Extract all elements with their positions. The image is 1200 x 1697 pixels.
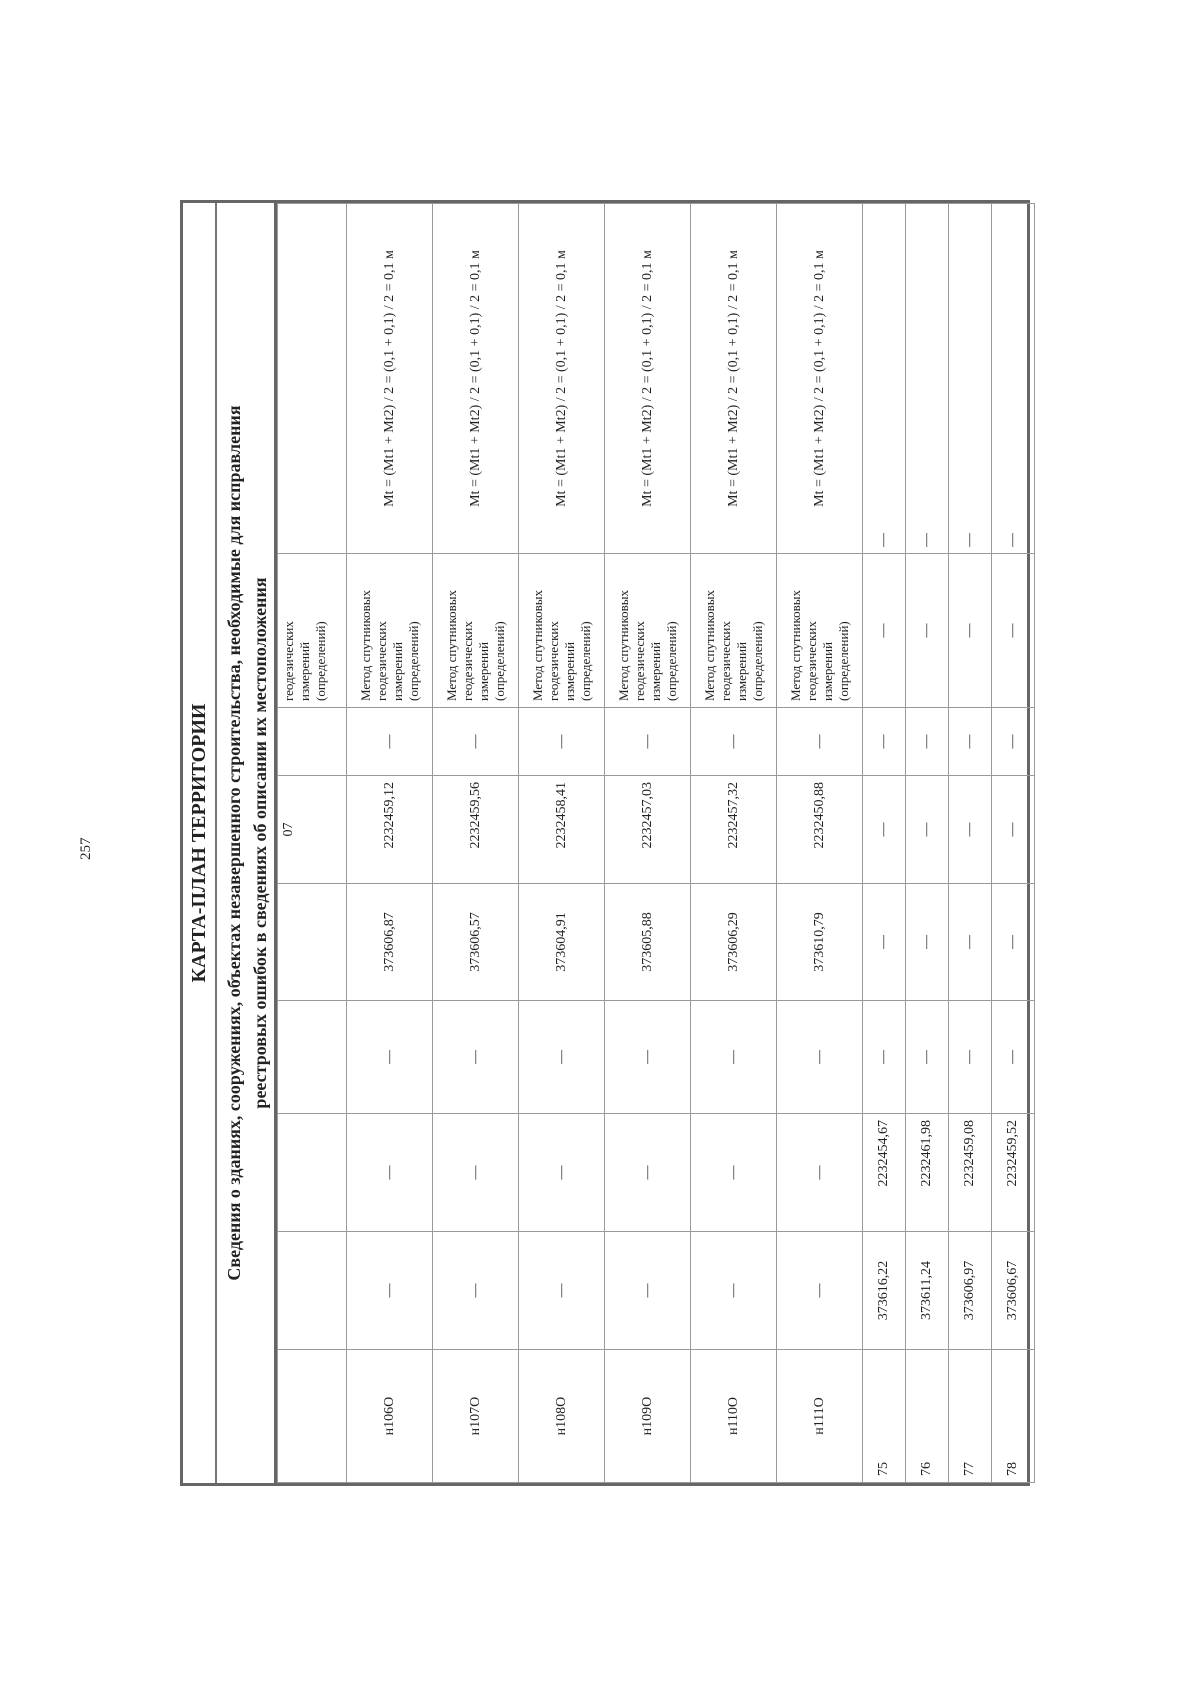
dash-cell: — [691, 708, 777, 776]
table-cell [278, 1001, 347, 1114]
accuracy-formula: Mt = (Mt1 + Mt2) / 2 = (0,1 + 0,1) / 2 = 0,1 м [777, 204, 863, 554]
dash-cell: — [347, 708, 433, 776]
dash-cell: — [433, 1114, 519, 1232]
method-cell: Метод спутниковых геодезических измерений (определений) [519, 554, 605, 708]
page-number: 257 [78, 837, 94, 860]
table-row [433, 204, 519, 1483]
dash-cell: — [433, 1001, 519, 1114]
dash-cell: — [863, 776, 906, 884]
x-new-coordinate: 373606,29 [691, 884, 777, 1001]
subtitle-line-1: Сведения о зданиях, сооружениях, объектах незавершенного строительства, необходимые для исправления [224, 405, 244, 1281]
x-old-coordinate: 373611,24 [906, 1232, 949, 1350]
point-name: 78 [992, 1350, 1035, 1483]
table-row [278, 204, 347, 1483]
point-name: н111О [777, 1350, 863, 1483]
accuracy-formula: Mt = (Mt1 + Mt2) / 2 = (0,1 + 0,1) / 2 = 0,1 м [433, 204, 519, 554]
dash-cell: — [433, 1232, 519, 1350]
dash-cell: — [906, 708, 949, 776]
document-sheet [180, 200, 1030, 1486]
dash-cell: — [992, 1001, 1035, 1114]
table-row [347, 204, 433, 1483]
document-subtitle [217, 203, 277, 1483]
point-name: 77 [949, 1350, 992, 1483]
method-cell: Метод спутниковых геодезических измерений (определений) [691, 554, 777, 708]
dash-cell: — [992, 204, 1035, 554]
y-old-coordinate: 2232459,52 [992, 1114, 1035, 1232]
table-cell [278, 884, 347, 1001]
dash-cell: — [863, 1001, 906, 1114]
y-new-coordinate: 2232458,41 [519, 776, 605, 884]
dash-cell: — [906, 554, 949, 708]
dash-cell: — [777, 708, 863, 776]
dash-cell: — [863, 204, 906, 554]
table-row [519, 204, 605, 1483]
dash-cell: — [906, 204, 949, 554]
x-old-coordinate: 373616,22 [863, 1232, 906, 1350]
y-new-coordinate: 2232457,32 [691, 776, 777, 884]
dash-cell: — [949, 1001, 992, 1114]
table-row [863, 204, 906, 1483]
table-row [605, 204, 691, 1483]
dash-cell: — [949, 708, 992, 776]
dash-cell: — [906, 776, 949, 884]
dash-cell: — [605, 708, 691, 776]
dash-cell: — [347, 1114, 433, 1232]
dash-cell: — [519, 708, 605, 776]
dash-cell: — [691, 1232, 777, 1350]
dash-cell: — [519, 1001, 605, 1114]
x-new-coordinate: 373606,57 [433, 884, 519, 1001]
table-row [949, 204, 992, 1483]
coordinates-table [277, 203, 1035, 1483]
y-old-coordinate: 2232454,67 [863, 1114, 906, 1232]
x-old-coordinate: 373606,67 [992, 1232, 1035, 1350]
dash-cell: — [949, 884, 992, 1001]
method-cell: геодезических измерений (определений) [278, 554, 347, 708]
dash-cell: — [906, 1001, 949, 1114]
dash-cell: — [949, 554, 992, 708]
table-cell [278, 1232, 347, 1350]
y-new-coordinate: 2232459,12 [347, 776, 433, 884]
method-cell: Метод спутниковых геодезических измерений (определений) [777, 554, 863, 708]
dash-cell: — [992, 554, 1035, 708]
x-new-coordinate: 373606,87 [347, 884, 433, 1001]
point-name: н108О [519, 1350, 605, 1483]
y-new-coordinate: 2232459,56 [433, 776, 519, 884]
point-name: 75 [863, 1350, 906, 1483]
table-row [691, 204, 777, 1483]
dash-cell: — [519, 1114, 605, 1232]
dash-cell: — [863, 884, 906, 1001]
dash-cell: — [605, 1001, 691, 1114]
dash-cell: — [433, 708, 519, 776]
dash-cell: — [906, 884, 949, 1001]
point-name: н110О [691, 1350, 777, 1483]
dash-cell: — [777, 1232, 863, 1350]
dash-cell: — [347, 1232, 433, 1350]
table-row [992, 204, 1035, 1483]
x-new-coordinate: 373604,91 [519, 884, 605, 1001]
table-row [906, 204, 949, 1483]
x-new-coordinate: 373610,79 [777, 884, 863, 1001]
subtitle-line-2: реестровых ошибок в сведениях об описании их местоположения [250, 577, 270, 1109]
y-new-fragment: 07 [278, 776, 347, 884]
table-cell [278, 1114, 347, 1232]
dash-cell: — [992, 708, 1035, 776]
dash-cell: — [691, 1114, 777, 1232]
dash-cell: — [347, 1001, 433, 1114]
dash-cell: — [691, 1001, 777, 1114]
method-cell: Метод спутниковых геодезических измерений (определений) [605, 554, 691, 708]
table-cell [278, 1350, 347, 1483]
dash-cell: — [605, 1114, 691, 1232]
dash-cell: — [863, 708, 906, 776]
accuracy-formula: Mt = (Mt1 + Mt2) / 2 = (0,1 + 0,1) / 2 = 0,1 м [605, 204, 691, 554]
point-name: 76 [906, 1350, 949, 1483]
accuracy-formula: Mt = (Mt1 + Mt2) / 2 = (0,1 + 0,1) / 2 = 0,1 м [519, 204, 605, 554]
dash-cell: — [519, 1232, 605, 1350]
dash-cell: — [777, 1001, 863, 1114]
point-name: н106О [347, 1350, 433, 1483]
dash-cell: — [605, 1232, 691, 1350]
point-name: н109О [605, 1350, 691, 1483]
table-cell [278, 708, 347, 776]
accuracy-formula: Mt = (Mt1 + Mt2) / 2 = (0,1 + 0,1) / 2 = 0,1 м [691, 204, 777, 554]
dash-cell: — [992, 884, 1035, 1001]
dash-cell: — [992, 776, 1035, 884]
y-new-coordinate: 2232450,88 [777, 776, 863, 884]
table-row [777, 204, 863, 1483]
method-cell: Метод спутниковых геодезических измерений (определений) [433, 554, 519, 708]
dash-cell: — [777, 1114, 863, 1232]
document-title: КАРТА-ПЛАН ТЕРРИТОРИИ [183, 203, 217, 1483]
method-cell: Метод спутниковых геодезических измерений (определений) [347, 554, 433, 708]
dash-cell: — [949, 204, 992, 554]
y-old-coordinate: 2232461,98 [906, 1114, 949, 1232]
dash-cell: — [863, 554, 906, 708]
y-old-coordinate: 2232459,08 [949, 1114, 992, 1232]
x-old-coordinate: 373606,97 [949, 1232, 992, 1350]
y-new-coordinate: 2232457,03 [605, 776, 691, 884]
table-cell [278, 204, 347, 554]
accuracy-formula: Mt = (Mt1 + Mt2) / 2 = (0,1 + 0,1) / 2 = 0,1 м [347, 204, 433, 554]
point-name: н107О [433, 1350, 519, 1483]
x-new-coordinate: 373605,88 [605, 884, 691, 1001]
dash-cell: — [949, 776, 992, 884]
